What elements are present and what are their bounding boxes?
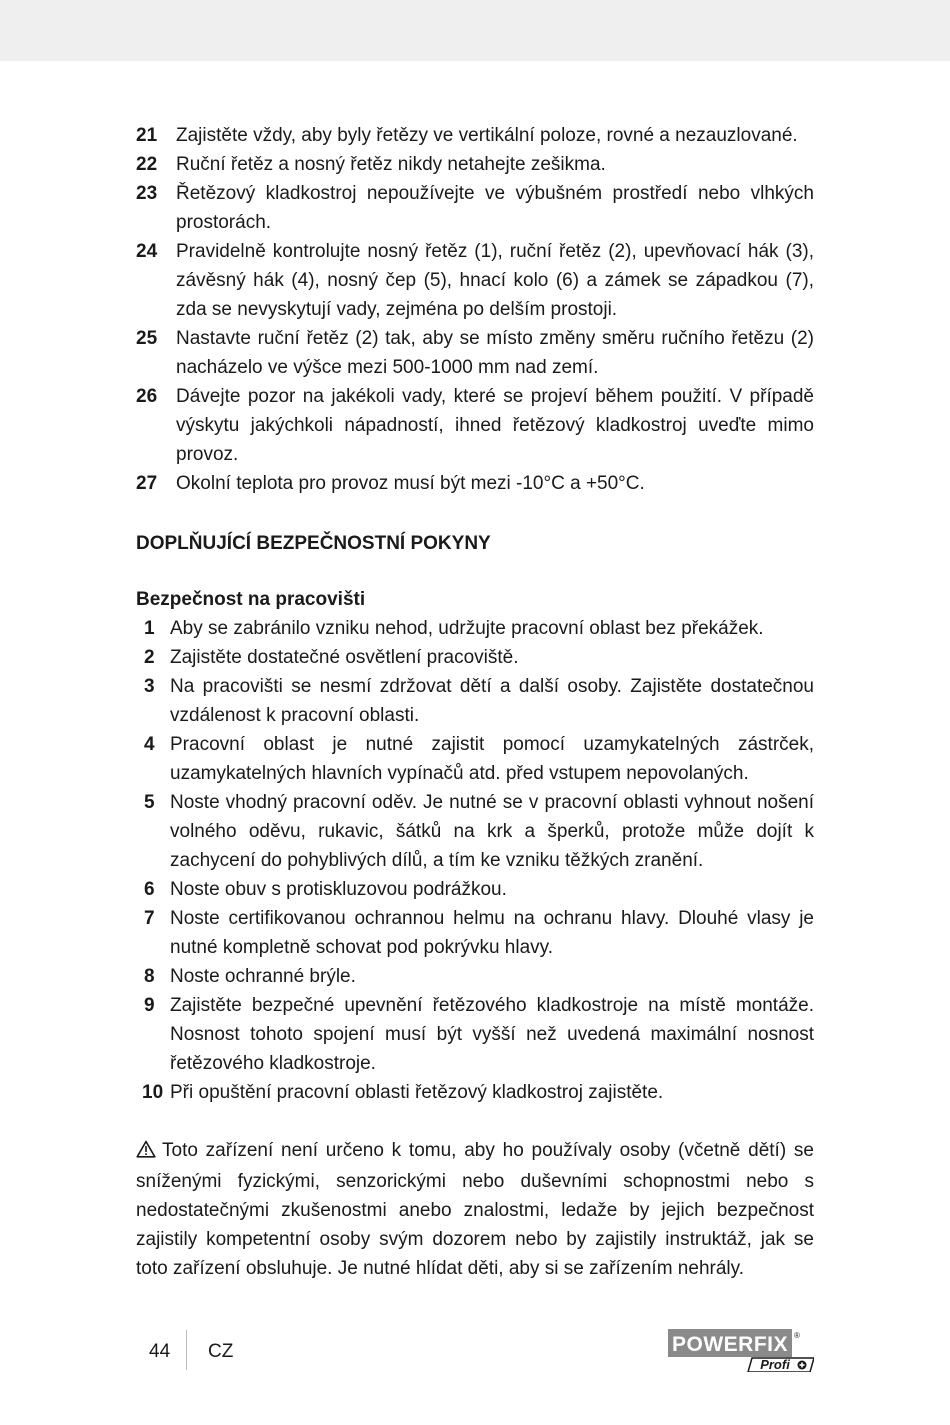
footer-divider [186, 1330, 187, 1370]
powerfix-profi-logo [668, 1328, 814, 1372]
list-item-text: Noste certifikovanou ochrannou helmu na ochranu hlavy. Dlouhé vlasy je nutné kompletně schovat pod pokrývku hlavy. [170, 908, 814, 958]
list-item-number: 1 [144, 618, 155, 639]
list-item-number: 25 [136, 328, 158, 349]
list-item-text: Při opuštění pracovní oblasti řetězový kladkostroj zajistěte. [170, 1082, 664, 1103]
list-item-text: Ruční řetěz a nosný řetěz nikdy netahejte zešikma. [176, 154, 606, 175]
list-item [136, 324, 814, 382]
list-item-number: 10 [142, 1082, 164, 1103]
list-item [136, 788, 814, 875]
list-item-text: Pravidelně kontrolujte nosný řetěz (1), ruční řetěz (2), upevňovací hák (3), závěsný hák (4), nosný čep (5), hnací kolo (6) a zámek se západkou (7), zda se nevyskytují vady, zejména po delším prostoji. [176, 241, 814, 320]
list-item [136, 730, 814, 788]
list-item-text: Noste obuv s protiskluzovou podrážkou. [170, 879, 507, 900]
list-item-number: 7 [144, 908, 155, 929]
list-item-text: Noste vhodný pracovní oděv. Je nutné se v pracovní oblasti vyhnout nošení volného oděvu, rukavic, šátků na krk a šperků, protože může dojít k zachycení do pohyblivých dílů, a tím ke vzniku těžkých zranění. [170, 792, 814, 871]
list-item [136, 179, 814, 237]
list-item [136, 150, 814, 179]
list-item-number: 6 [144, 879, 155, 900]
list-item-number: 24 [136, 241, 158, 262]
list-item [136, 614, 814, 643]
language-code: CZ [208, 1341, 234, 1362]
list-item [136, 672, 814, 730]
list-item-number: 23 [136, 183, 158, 204]
list-item-text: Zajistěte vždy, aby byly řetězy ve vertikální poloze, rovné a nezauzlované. [176, 125, 798, 146]
list-item [136, 469, 814, 498]
warning-paragraph [136, 1136, 814, 1283]
warning-text: Toto zařízení není určeno k tomu, aby ho používaly osoby (včetně dětí) se sníženými fyzickými, senzorickými nebo duševními schopnostmi nebo s nedostatečnými zkušenostmi anebo znalostmi, ledaže by jejich bezpečnost zajistily kompetentní osoby svým dozorem nebo by zajistily instruktáž, jak se toto zařízení obsluhuje. Je nutné hlídat děti, aby si se zařízením nehrály. [136, 1140, 814, 1279]
list-item [136, 382, 814, 469]
page-number: 44 [149, 1341, 171, 1362]
list-item-number: 2 [144, 647, 155, 668]
list-item-text: Okolní teplota pro provoz musí být mezi -10°C a +50°C. [176, 473, 645, 494]
list-item-text: Řetězový kladkostroj nepoužívejte ve výbušném prostředí nebo vlhkých prostorách. [176, 183, 814, 233]
list-item-number: 9 [144, 995, 155, 1016]
list-item [136, 237, 814, 324]
workplace-safety-list [136, 614, 814, 1107]
list-item-text: Noste ochranné brýle. [170, 966, 356, 987]
list-item [136, 991, 814, 1078]
list-item-text: Dávejte pozor na jakékoli vady, které se projeví během použití. V případě výskytu jakýchkoli nápadností, ihned řetězový kladkostroj uveďte mimo provoz. [176, 386, 814, 465]
list-item [136, 962, 814, 991]
logo-sub-text: Profi [760, 1357, 790, 1372]
list-item-number: 26 [136, 386, 158, 407]
subsection-title: Bezpečnost na pracovišti [136, 589, 366, 610]
list-item-number: 27 [136, 473, 158, 494]
warning-triangle-icon [136, 1138, 156, 1167]
list-item-number: 3 [144, 676, 155, 697]
list-item [136, 1078, 814, 1107]
page-content [136, 121, 814, 1283]
list-item-text: Aby se zabránilo vzniku nehod, udržujte pracovní oblast bez překážek. [170, 618, 764, 639]
list-item-number: 4 [144, 734, 155, 755]
list-item [136, 121, 814, 150]
list-item-text: Zajistěte bezpečné upevnění řetězového kladkostroje na místě montáže. Nosnost tohoto spojení musí být vyšší než uvedená maximální nosnost řetězového kladkostroje. [170, 995, 814, 1074]
list-item-number: 8 [144, 966, 155, 987]
list-item-number: 5 [144, 792, 155, 813]
list-item-text: Zajistěte dostatečné osvětlení pracoviště. [170, 647, 519, 668]
top-band [0, 0, 950, 61]
safety-list-continued [136, 121, 814, 498]
list-item [136, 643, 814, 672]
list-item-number: 22 [136, 154, 158, 175]
list-item-text: Pracovní oblast je nutné zajistit pomocí uzamykatelných zástrček, uzamykatelných hlavních vypínačů atd. před vstupem nepovolaných. [170, 734, 814, 784]
list-item [136, 875, 814, 904]
section-title: DOPLŇUJÍCÍ BEZPEČNOSTNÍ POKYNY [136, 533, 491, 554]
list-item [136, 904, 814, 962]
list-item-text: Na pracovišti se nesmí zdržovat dětí a další osoby. Zajistěte dostatečnou vzdálenost k pracovní oblasti. [170, 676, 814, 726]
svg-text:®: ® [794, 1331, 800, 1340]
list-item-number: 21 [136, 125, 158, 146]
logo-main-text: POWERFIX [671, 1333, 789, 1356]
list-item-text: Nastavte ruční řetěz (2) tak, aby se místo změny směru ručního řetězu (2) nacházelo ve výšce mezi 500-1000 mm nad zemí. [176, 328, 814, 378]
